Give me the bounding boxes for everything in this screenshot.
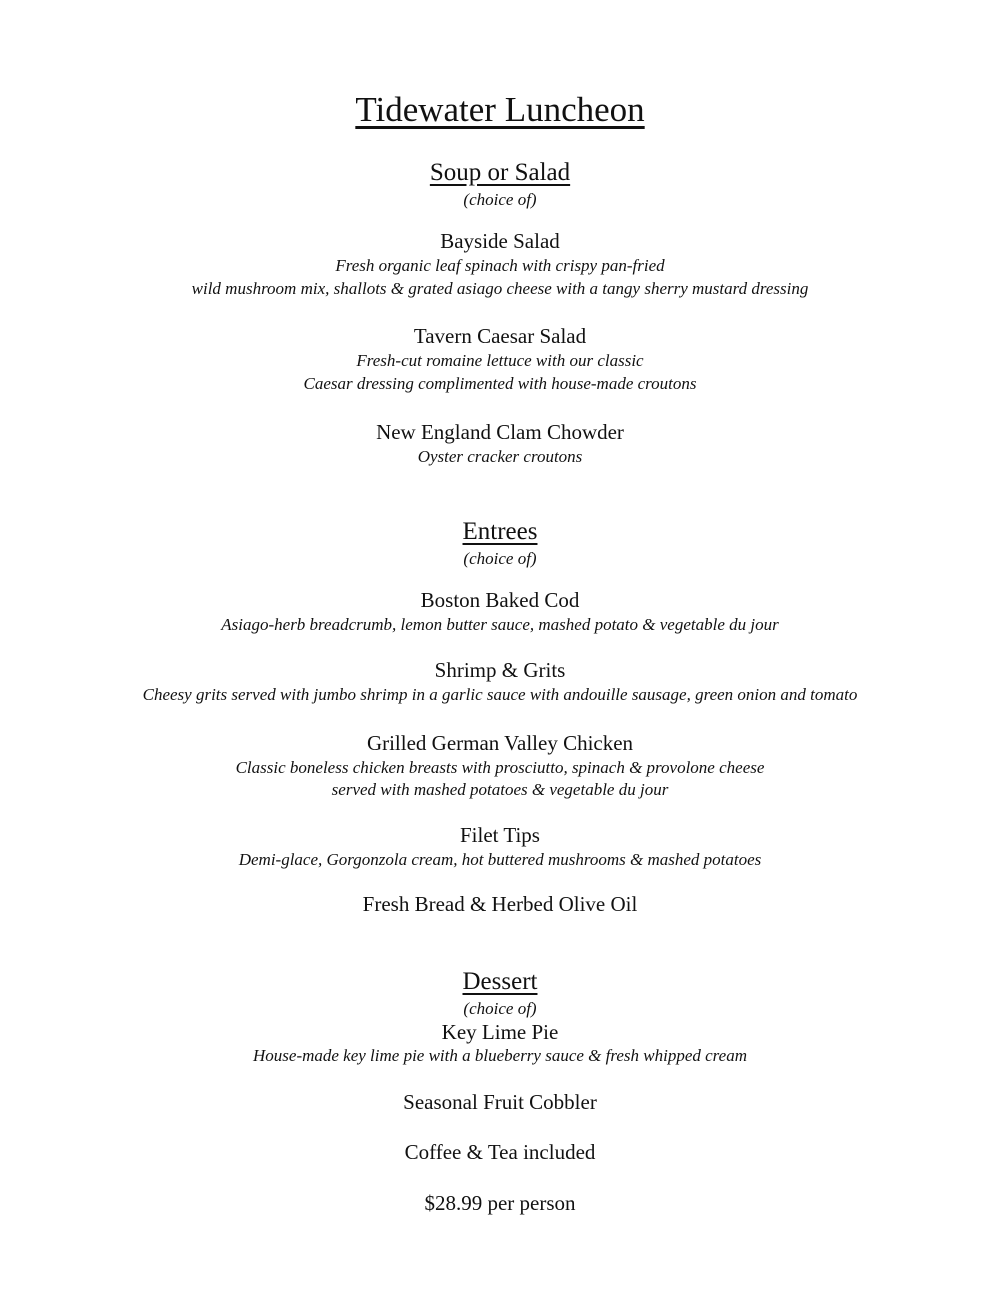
menu-item-name: Shrimp & Grits <box>434 658 566 682</box>
menu-item-desc: Caesar dressing complimented with house-made croutons <box>303 374 697 393</box>
menu-item-name: Fresh Bread & Herbed Olive Oil <box>362 892 638 916</box>
menu-item-desc: served with mashed potatoes & vegetable du jour <box>331 780 669 799</box>
menu-item-desc: Oyster cracker croutons <box>417 447 583 466</box>
menu-item-desc: Classic boneless chicken breasts with prosciutto, spinach & provolone cheese <box>235 758 765 777</box>
menu-item-name: New England Clam Chowder <box>376 420 624 444</box>
beverages-note: Coffee & Tea included <box>404 1140 596 1164</box>
menu-item-desc: Asiago-herb breadcrumb, lemon butter sauce, mashed potato & vegetable du jour <box>221 615 779 634</box>
menu-item-name: Key Lime Pie <box>441 1020 559 1044</box>
menu-item-desc: Fresh organic leaf spinach with crispy pan-fried <box>335 256 665 275</box>
section-heading-soup-salad: Soup or Salad <box>429 159 571 186</box>
menu-item-name: Grilled German Valley Chicken <box>366 731 634 755</box>
price: $28.99 per person <box>424 1191 576 1215</box>
section-note: (choice of) <box>463 549 537 568</box>
menu-item-name: Seasonal Fruit Cobbler <box>403 1090 597 1114</box>
menu-item-desc: wild mushroom mix, shallots & grated asiago cheese with a tangy sherry mustard dressing <box>191 279 809 298</box>
menu-item-name: Tavern Caesar Salad <box>413 324 587 348</box>
menu-item-desc: Demi-glace, Gorgonzola cream, hot buttered mushrooms & mashed potatoes <box>238 850 762 869</box>
section-heading-entrees: Entrees <box>462 518 538 545</box>
menu-item-desc: Fresh-cut romaine lettuce with our classic <box>356 351 644 370</box>
menu-item-name: Bayside Salad <box>440 229 560 253</box>
menu-item-name: Boston Baked Cod <box>420 588 580 612</box>
section-note: (choice of) <box>463 999 537 1018</box>
menu-item-desc: Cheesy grits served with jumbo shrimp in a garlic sauce with andouille sausage, green onion and tomato <box>142 685 858 704</box>
menu-item-name: Filet Tips <box>460 823 540 847</box>
menu-item-desc: House-made key lime pie with a blueberry sauce & fresh whipped cream <box>253 1046 747 1065</box>
menu-title: Tidewater Luncheon <box>355 90 645 129</box>
section-note: (choice of) <box>463 190 537 209</box>
section-heading-dessert: Dessert <box>462 968 538 995</box>
